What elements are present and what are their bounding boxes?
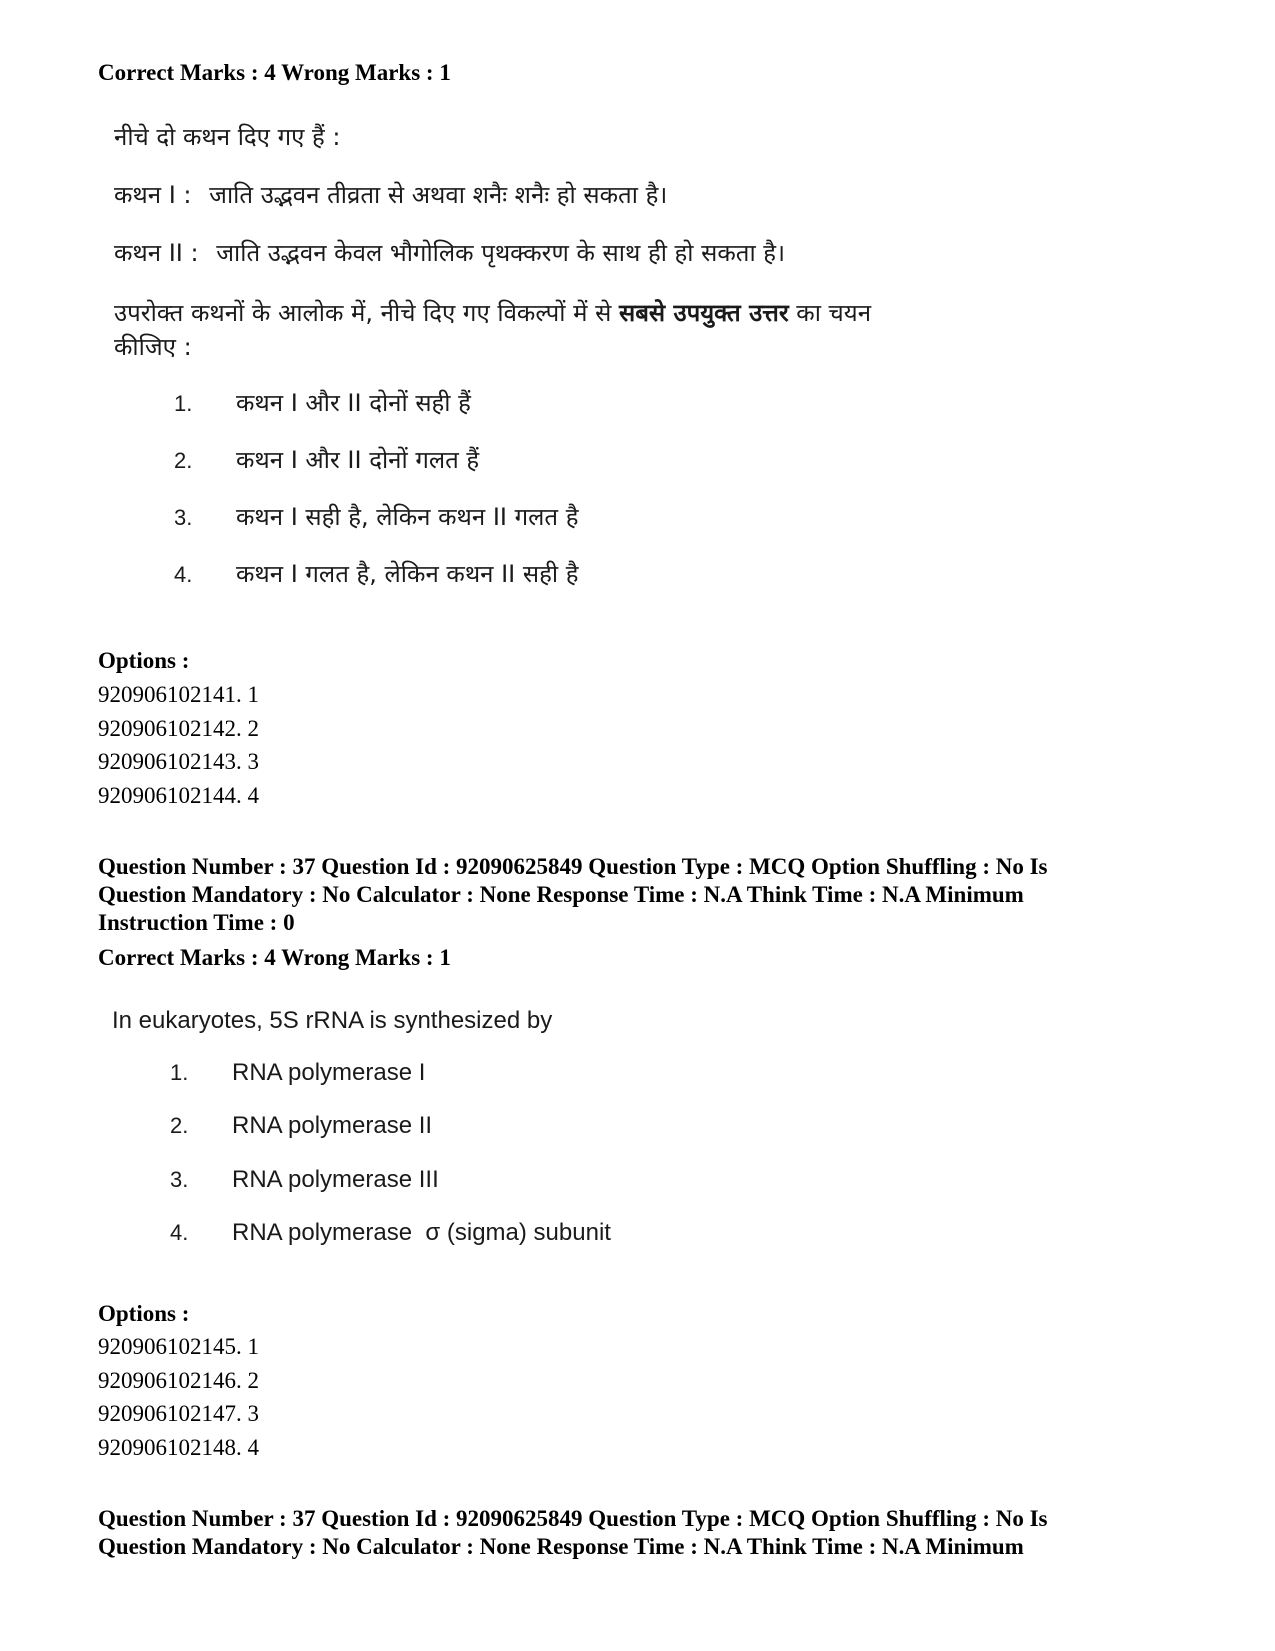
choice-number: 4. <box>174 562 193 587</box>
options-label: Options : <box>98 1301 190 1326</box>
choice-item <box>174 557 578 590</box>
choice-item <box>170 1059 425 1087</box>
choice-number: 3. <box>174 505 193 530</box>
statements-intro: नीचे दो कथन दिए गए हैं : <box>114 123 341 151</box>
choice-number: 1. <box>170 1060 189 1085</box>
choice-number: 2. <box>170 1113 189 1138</box>
correct-wrong-marks: Correct Marks : 4 Wrong Marks : 1 <box>98 60 451 85</box>
option-item: 920906102146. 2 <box>98 1367 259 1393</box>
statement-2 <box>114 236 785 269</box>
instruction-post: का चयन <box>796 299 872 327</box>
question-header-line-2: Question Mandatory : No Calculator : None Response Time : N.A Think Time : N.A Minimum <box>98 1534 1024 1559</box>
options-list <box>98 681 259 815</box>
option-item: 920906102141. 1 <box>98 682 259 707</box>
choice-item <box>170 1219 611 1247</box>
choice-text: RNA polymerase II <box>232 1112 433 1139</box>
instruction-line-1 <box>114 296 871 329</box>
choice-text: कथन I गलत है, लेकिन कथन II सही है <box>236 560 579 588</box>
option-item: 920906102145. 1 <box>98 1334 259 1359</box>
question-header-line-1: Question Number : 37 Question Id : 92090625849 Question Type : MCQ Option Shuffling : No Is <box>98 854 1048 879</box>
option-item: 920906102143. 3 <box>98 749 259 774</box>
options-list <box>98 1333 259 1467</box>
question-text: In eukaryotes, 5S rRNA is synthesized by <box>112 1007 553 1034</box>
choice-item <box>170 1112 432 1140</box>
choice-text: RNA polymerase I <box>232 1059 426 1086</box>
instruction-pre: उपरोक्त कथनों के आलोक में, नीचे दिए गए विकल्पों में से <box>114 299 612 327</box>
statement-1 <box>114 178 667 211</box>
correct-wrong-marks: Correct Marks : 4 Wrong Marks : 1 <box>98 945 451 970</box>
question-header-line-3: Instruction Time : 0 <box>98 910 295 935</box>
options-label: Options : <box>98 648 190 673</box>
statement-2-label: कथन II : <box>114 239 199 267</box>
choice-text: कथन I और II दोनों सही हैं <box>236 389 471 417</box>
choice-item <box>174 500 578 533</box>
choice-number: 4. <box>170 1220 189 1245</box>
statement-2-text: जाति उद्भवन केवल भौगोलिक पृथक्करण के साथ ही हो सकता है। <box>216 239 786 267</box>
option-item: 920906102147. 3 <box>98 1401 259 1426</box>
choice-text: कथन I सही है, लेकिन कथन II गलत है <box>236 503 579 531</box>
option-item: 920906102144. 4 <box>98 782 259 808</box>
statement-1-label: कथन I : <box>114 181 192 209</box>
choice-number: 1. <box>174 391 193 416</box>
question-header <box>98 1505 1048 1561</box>
statement-1-text: जाति उद्भवन तीव्रता से अथवा शनैः शनैः हो सकता है। <box>209 181 668 209</box>
option-item: 920906102142. 2 <box>98 715 259 741</box>
choice-text: RNA polymerase III <box>232 1166 439 1193</box>
choice-number: 3. <box>170 1167 189 1192</box>
choice-item <box>174 386 471 419</box>
choice-text: कथन I और II दोनों गलत हैं <box>236 446 480 474</box>
choice-text: RNA polymerase σ (sigma) subunit <box>232 1219 611 1246</box>
question-header-line-1: Question Number : 37 Question Id : 92090625849 Question Type : MCQ Option Shuffling : No Is <box>98 1506 1048 1531</box>
choice-item <box>170 1166 439 1194</box>
question-header-line-2: Question Mandatory : No Calculator : None Response Time : N.A Think Time : N.A Minimum <box>98 882 1024 907</box>
instruction-bold: सबसे उपयुक्त उत्तर <box>618 299 789 327</box>
instruction-line-2: कीजिए : <box>114 333 192 361</box>
option-item: 920906102148. 4 <box>98 1434 259 1460</box>
question-header <box>98 853 1048 937</box>
choice-item <box>174 443 479 476</box>
choice-number: 2. <box>174 448 193 473</box>
